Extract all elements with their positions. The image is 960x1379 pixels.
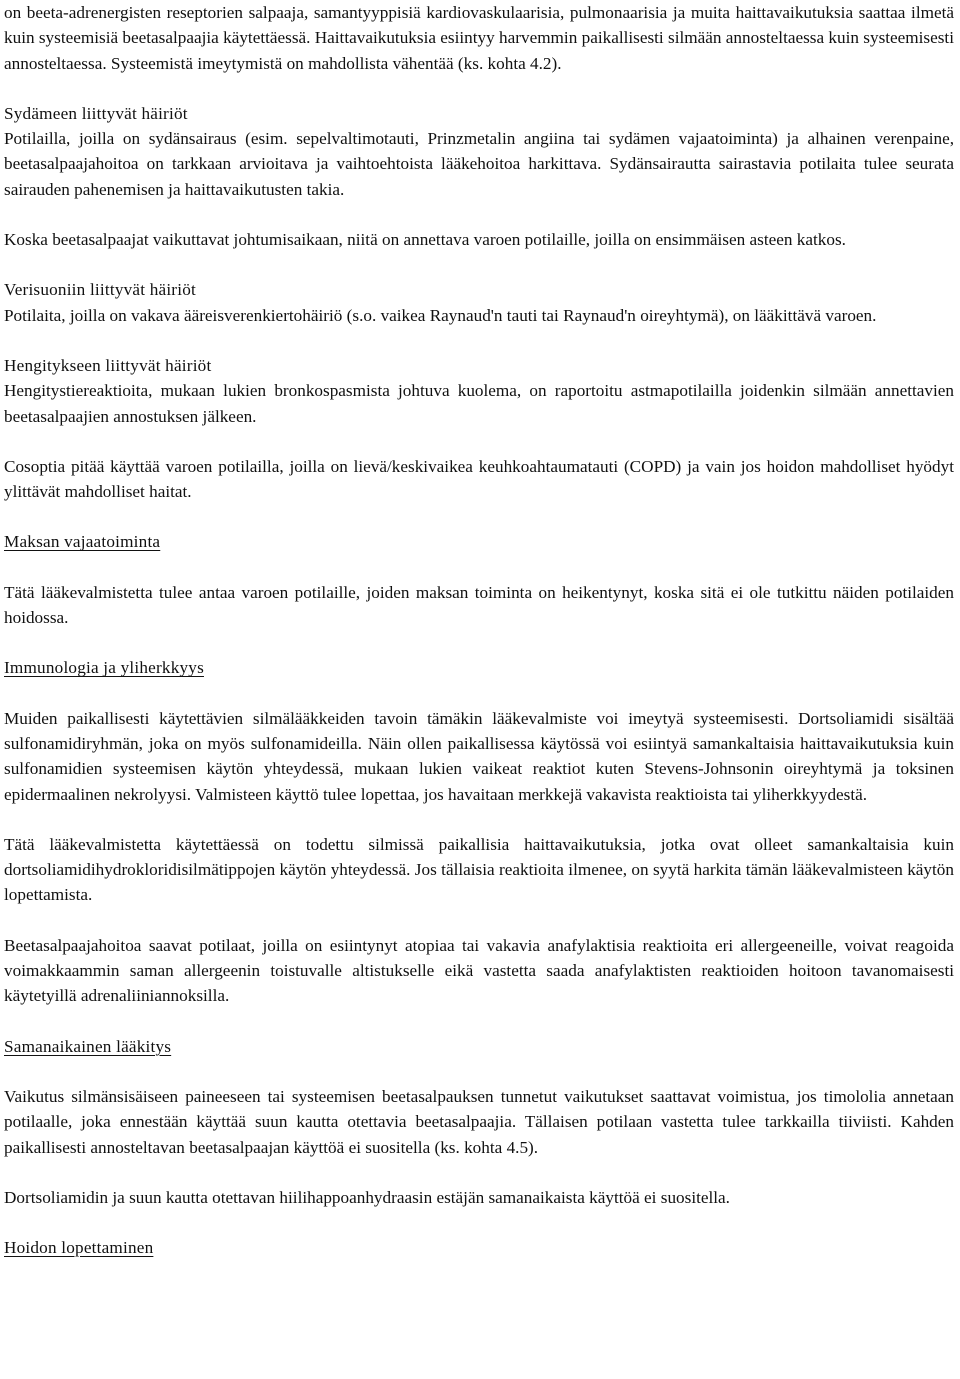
- discontinuation-heading: Hoidon lopettaminen: [4, 1238, 154, 1258]
- concomitant-paragraph: Vaikutus silmänsisäiseen paineeseen tai systeemisen beetasalpauksen tunnetut vaikutukset saattavat voimistua, jos timololia annetaan potilaalle, joka ennestään käyttää suun kautta otettavia beetasalpaajia. Tällaisen potilaan vastetta tulee tarkkailla tiiviisti. Kahden paikallisesti annosteltavan beetasalpaajan käyttöä ei suositella (ks. kohta 4.5).: [4, 1086, 954, 1157]
- document-page: [4, 0, 954, 1260]
- immunology-heading: Immunologia ja yliherkkyys: [4, 658, 204, 678]
- respiratory-section: [4, 353, 954, 429]
- copd-section: [4, 454, 954, 505]
- cai-section: [4, 1185, 954, 1210]
- cai-paragraph: Dortsoliamidin ja suun kautta otettavan hiilihappoanhydraasin estäjän samanaikaista käyttöä ei suositella.: [4, 1187, 730, 1207]
- vascular-paragraph: Potilaita, joilla on vakava ääreisverenkiertohäiriö (s.o. vaikea Raynaud'n tauti tai Raynaud'n oireyhtymä), on lääkittävä varoen.: [4, 305, 877, 325]
- atopy-paragraph: Beetasalpaajahoitoa saavat potilaat, joilla on esiintynyt atopiaa tai vakavia anafylaktisia reaktioita eri allergeeneille, voivat reagoida voimakkaammin saman allergeenin toistuvalle altistukselle eikä vastetta saada anafylaktisten reaktioiden hoitoon tavanomaisesti käytetyillä adrenaliiniannoksilla.: [4, 935, 954, 1006]
- immunology-section: [4, 655, 954, 806]
- cardiac-heading: Sydämeen liittyvät häiriöt: [4, 103, 188, 123]
- respiratory-paragraph: Hengitystiereaktioita, mukaan lukien bronkospasmista johtuva kuolema, on raportoitu astmapotilailla joidenkin silmään annettavien beetasalpaajien annostuksen jälkeen.: [4, 381, 954, 426]
- vascular-section: [4, 277, 954, 328]
- atopy-section: [4, 933, 954, 1009]
- vascular-heading: Verisuoniin liittyvät häiriöt: [4, 280, 196, 300]
- discontinuation-section: [4, 1235, 954, 1260]
- cardiac-section: [4, 101, 954, 202]
- local-reactions-paragraph: Tätä lääkevalmistetta käytettäessä on todettu silmissä paikallisia haittavaikutuksia, jotka ovat olleet samankaltaisia kuin dortsoliamidihydrokloridisilmätippojen käytön yhteydessä. Jos tällaisia reaktioita ilmenee, on syytä harkita tämän lääkevalmisteen käytön lopettamista.: [4, 834, 954, 905]
- beta-blocker-intro-paragraph: on beeta-adrenergisten reseptorien salpaaja, samantyyppisiä kardiovaskulaarisia, pulmonaarisia ja muita haittavaikutuksia saattaa ilmetä kuin systeemisiä beetasalpaajia käytettäessä. Haittavaikutuksia esiintyy harvemmin paikallisesti silmään annosteltaessa kuin systeemisesti annosteltaessa. Systeemistä imeytymistä on mahdollista vähentää (ks. kohta 4.2).: [4, 3, 954, 73]
- liver-paragraph: Tätä lääkevalmistetta tulee antaa varoen potilaille, joiden maksan toiminta on heikentynyt, koska sitä ei ole tutkittu näiden potilaiden hoidossa.: [4, 582, 954, 628]
- respiratory-heading: Hengitykseen liittyvät häiriöt: [4, 355, 212, 375]
- immunology-paragraph: Muiden paikallisesti käytettävien silmälääkkeiden tavoin tämäkin lääkevalmiste voi imeytyä systeemisesti. Dortsoliamidi sisältää sulfonamidiryhmän, joka on myös sulfonamideilla. Näin ollen paikallisessa käytössä voi esiintyä samankaltaisia haittavaikutuksia kuin sulfonamidien systeemisen käytön yhteydessä, mukaan lukien vaikeat reaktiot kuten Stevens-Johnsonin oireyhtymä ja toksinen epidermaalinen nekrolyysi. Valmisteen käyttö tulee lopettaa, jos havaitaan merkkejä vakavista reaktioista tai yliherkkyydestä.: [4, 708, 954, 804]
- beta-blocker-intro-section: [4, 0, 954, 76]
- local-reactions-section: [4, 832, 954, 908]
- concomitant-heading: Samanaikainen lääkitys: [4, 1036, 172, 1056]
- liver-section: [4, 529, 954, 630]
- concomitant-section: [4, 1034, 954, 1160]
- cardiac-paragraph: Potilailla, joilla on sydänsairaus (esim. sepelvaltimotauti, Prinzmetalin angiina tai sydämen vajaatoiminta) ja alhainen verenpaine, beetasalpaajahoitoa on tarkkaan arvioitava ja vaihtoehtoista lääkehoitoa harkittava. Sydänsairautta sairastavia potilaita tulee seurata sairauden pahenemisen ja haittavaikutusten takia.: [4, 129, 954, 199]
- conduction-section: [4, 227, 954, 252]
- conduction-paragraph: Koska beetasalpaajat vaikuttavat johtumisaikaan, niitä on annettava varoen potilaille, joilla on ensimmäisen asteen katkos.: [4, 230, 846, 250]
- copd-paragraph: Cosoptia pitää käyttää varoen potilailla, joilla on lievä/keskivaikea keuhkoahtaumatauti (COPD) ja vain jos hoidon mahdolliset hyödyt ylittävät mahdolliset haitat.: [4, 456, 954, 502]
- liver-heading: Maksan vajaatoiminta: [4, 532, 161, 552]
